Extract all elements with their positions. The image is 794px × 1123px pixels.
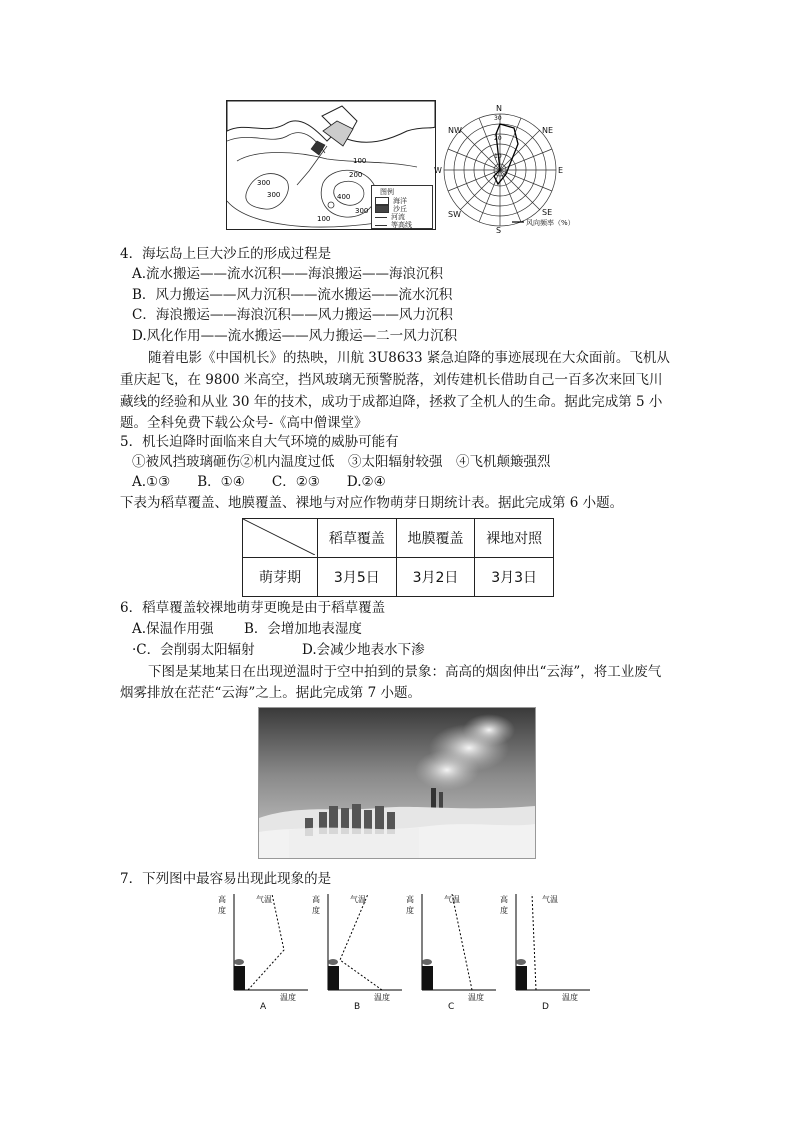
passage5-line: 藏线的经验和从业 30 年的技术，成功于成都迫降，拯救了全机人的生命。据此完成第 5 小 bbox=[120, 394, 663, 410]
table-header-row bbox=[243, 519, 554, 558]
passage5-line: 重庆起飞，在 9800 米高空，挡风玻璃无预警脱落，刘传建机长借助自己一百多次来回飞川 bbox=[120, 372, 663, 388]
q5-stem: 5．机长迫降时面临来自大气环境的威胁可能有 bbox=[120, 434, 399, 450]
scale-10: 10 bbox=[494, 153, 502, 160]
contour-label: 200 bbox=[349, 171, 363, 179]
contour-label: 300 bbox=[257, 179, 271, 187]
corner-diagonal bbox=[243, 519, 315, 555]
table-corner-cell bbox=[243, 519, 318, 558]
q6-option-c: ·C．会削弱太阳辐射 bbox=[132, 642, 255, 658]
river-swatch bbox=[375, 217, 387, 218]
passage7-line: 下图是某地某日在出现逆温时于空中拍到的景象：高高的烟囱伸出“云海”，将工业废气 bbox=[148, 664, 662, 680]
q4-stem: 4．海坛岛上巨大沙丘的形成过程是 bbox=[120, 246, 332, 262]
q7-stem: 7．下列图中最容易出现此现象的是 bbox=[120, 871, 332, 887]
q6-option-a: A.保温作用强 bbox=[132, 621, 214, 637]
graph-a-drawing bbox=[222, 890, 312, 1000]
graph-a-letter: A bbox=[260, 1002, 267, 1012]
q6-option-d: D.会减少地表水下渗 bbox=[302, 642, 425, 658]
table-cell: 3月5日 bbox=[318, 558, 397, 597]
table-header-cell: 裸地对照 bbox=[475, 519, 554, 558]
direction-w: W bbox=[434, 166, 442, 175]
direction-nw: NW bbox=[448, 126, 462, 135]
cloud-sea-photo bbox=[258, 707, 536, 859]
contour-label: 100 bbox=[353, 157, 367, 165]
graph-b-letter: B bbox=[354, 1002, 361, 1012]
island-contour-map bbox=[226, 100, 436, 230]
direction-se: SE bbox=[542, 208, 553, 217]
contour-label: 100 bbox=[317, 215, 331, 223]
legend-label: 等高线 bbox=[391, 221, 412, 229]
legend-label: 河流 bbox=[391, 213, 405, 221]
graph-d-xlabel: 温度 bbox=[562, 993, 578, 1002]
contour-label: 400 bbox=[337, 193, 351, 201]
graph-b-xlabel: 温度 bbox=[374, 993, 390, 1002]
direction-e: E bbox=[558, 166, 564, 175]
table-row-label: 萌芽期 bbox=[243, 558, 318, 597]
graph-b bbox=[312, 890, 406, 1014]
q4-option-c: C．海浪搬运——海浪沉积——风力搬运——风力沉积 bbox=[132, 307, 453, 323]
germination-table bbox=[242, 518, 554, 597]
passage5-line: 随着电影《中国机长》的热映，川航 3U8633 紧急迫降的事迹展现在大众面前。飞机从 bbox=[148, 350, 670, 366]
legend-title: 图例 bbox=[380, 188, 394, 196]
table-cell: 3月3日 bbox=[475, 558, 554, 597]
map-legend bbox=[371, 185, 433, 229]
q4-option-d: D.风化作用——流水搬运——风力搬运—二一风力沉积 bbox=[132, 328, 458, 344]
graph-c bbox=[406, 890, 500, 1014]
wind-rose-diagram bbox=[434, 104, 580, 236]
q6-stem: 6．稻草覆盖较裸地萌芽更晚是由于稻草覆盖 bbox=[120, 600, 386, 616]
graph-b-curve-label: 气温 bbox=[350, 895, 366, 904]
graph-d-letter: D bbox=[542, 1002, 549, 1012]
legend-item-contour bbox=[375, 220, 412, 230]
passage7-line: 烟雾排放在茫茫“云海”之上。据此完成第 7 小题。 bbox=[120, 685, 421, 701]
q6-option-b: B．会增加地表湿度 bbox=[244, 621, 362, 637]
graph-d bbox=[500, 890, 594, 1014]
contour-swatch bbox=[375, 225, 387, 226]
table-header-cell: 稻草覆盖 bbox=[318, 519, 397, 558]
contour-label: 300 bbox=[267, 191, 281, 199]
scale-20: 20 bbox=[494, 135, 502, 142]
q6-intro: 下表为稻草覆盖、地膜覆盖、裸地与对应作物萌芽日期统计表。据此完成第 6 小题。 bbox=[120, 495, 624, 511]
contour-label: 300 bbox=[355, 207, 369, 215]
graph-a-xlabel: 温度 bbox=[280, 993, 296, 1002]
table-row bbox=[243, 558, 554, 597]
graph-c-xlabel: 温度 bbox=[468, 993, 484, 1002]
graph-a-curve-label: 气温 bbox=[256, 895, 272, 904]
q5-options: A.①③ B．①④ C．②③ D.②④ bbox=[132, 474, 386, 490]
q5-items: ①被风挡玻璃砸伤②机内温度过低 ③太阳辐射较强 ④飞机颠簸强烈 bbox=[132, 454, 551, 470]
graph-b-drawing bbox=[316, 890, 406, 1000]
cloud-sea-photo-drawing bbox=[259, 708, 535, 858]
graph-c-ylabel: 高度 bbox=[406, 895, 414, 915]
graph-c-curve-label: 气温 bbox=[444, 895, 460, 904]
direction-s: S bbox=[496, 226, 502, 235]
direction-n: N bbox=[496, 104, 502, 113]
wind-rose-caption: 风向频率（%） bbox=[526, 219, 575, 227]
graph-d-curve-label: 气温 bbox=[542, 895, 558, 904]
scale-30: 30 bbox=[494, 115, 502, 122]
graph-c-letter: C bbox=[448, 1002, 455, 1012]
passage5-line: 题。全科免费下载公众号-《高中僧课堂》 bbox=[120, 415, 368, 431]
direction-ne: NE bbox=[542, 126, 554, 135]
table-cell: 3月2日 bbox=[396, 558, 475, 597]
legend-label: 海洋 bbox=[393, 197, 407, 205]
direction-sw: SW bbox=[448, 210, 461, 219]
graph-d-drawing bbox=[504, 890, 594, 1000]
table-header-cell: 地膜覆盖 bbox=[396, 519, 475, 558]
graph-a-ylabel: 高度 bbox=[218, 895, 226, 915]
legend-label: 沙丘 bbox=[393, 205, 407, 213]
q4-option-b: B．风力搬运——风力沉积——流水搬运——流水沉积 bbox=[132, 287, 453, 303]
graph-a bbox=[218, 890, 312, 1014]
graph-d-ylabel: 高度 bbox=[500, 895, 508, 915]
q4-option-a: A.流水搬运——流水沉积——海浪搬运——海浪沉积 bbox=[132, 266, 444, 282]
graph-b-ylabel: 高度 bbox=[312, 895, 320, 915]
graph-c-drawing bbox=[410, 890, 500, 1000]
